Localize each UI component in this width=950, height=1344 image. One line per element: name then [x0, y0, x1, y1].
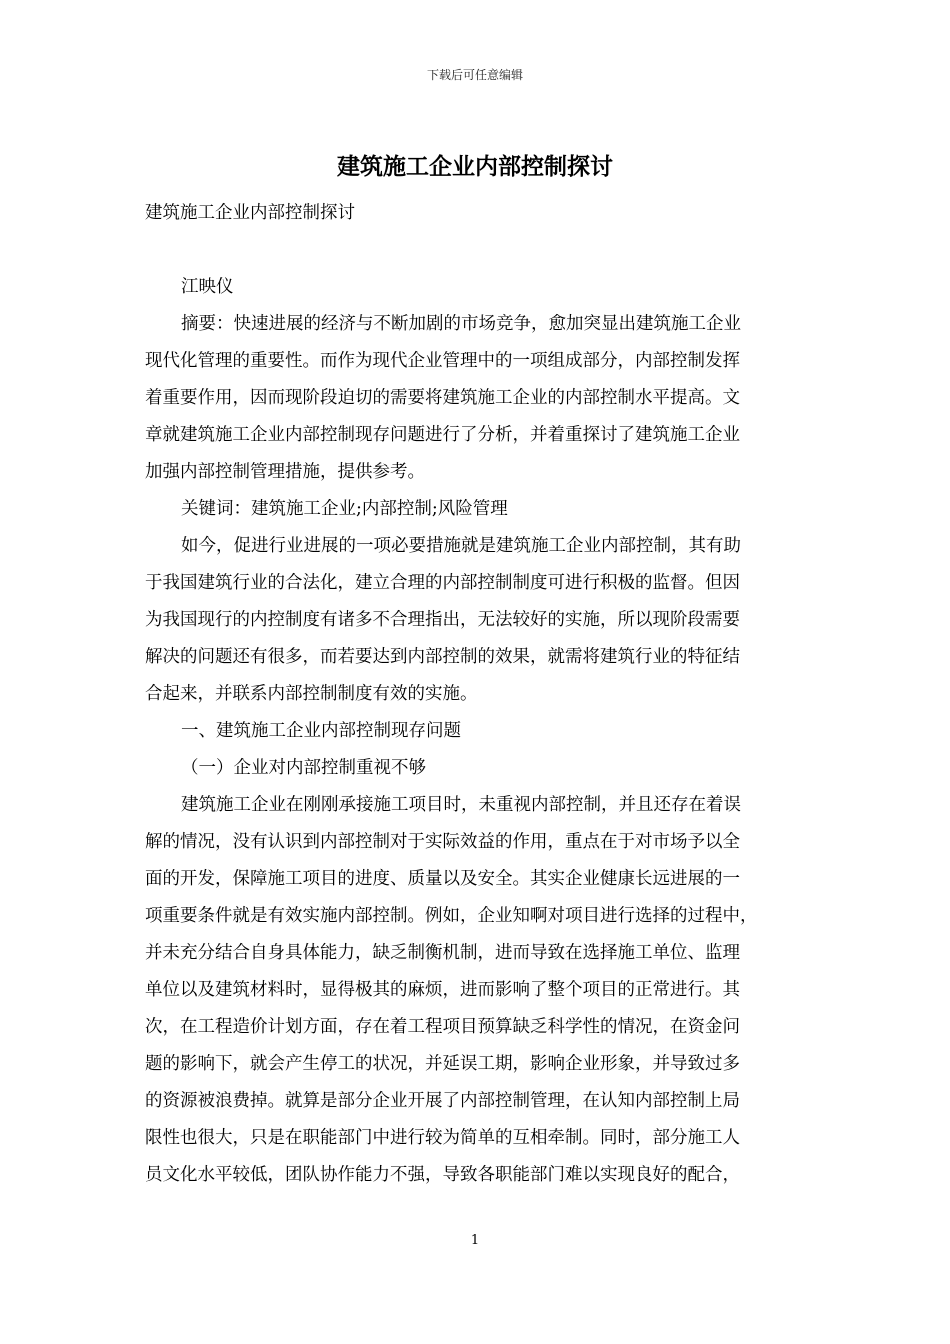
abstract-line: 加强内部控制管理措施，提供参考。	[145, 462, 425, 482]
author: 江映仪	[181, 277, 234, 297]
intro-line: 如今，促进行业进展的一项必要措施就是建筑施工企业内部控制，其有助	[181, 536, 741, 556]
document-body	[145, 195, 810, 1194]
document-title: 建筑施工企业内部控制探讨	[337, 153, 613, 180]
subsection-heading: （一）企业对内部控制重视不够	[181, 758, 426, 778]
page-number: 1	[470, 1233, 480, 1248]
keywords: 关键词：建筑施工企业;内部控制;风险管理	[181, 499, 508, 519]
body-line: 单位以及建筑材料时，显得极其的麻烦，进而影响了整个项目的正常进行。其	[145, 980, 740, 1000]
abstract-line: 章就建筑施工企业内部控制现存问题进行了分析，并着重探讨了建筑施工企业	[145, 425, 740, 445]
body-line: 限性也很大，只是在职能部门中进行较为简单的互相牵制。同时，部分施工人	[145, 1128, 740, 1148]
intro-line: 为我国现行的内控制度有诸多不合理指出，无法较好的实施，所以现阶段需要	[145, 610, 740, 630]
blank-line	[145, 232, 810, 269]
header-note: 下载后可任意编辑	[426, 68, 523, 82]
body-line: 解的情况，没有认识到内部控制对于实际效益的作用，重点在于对市场予以全	[145, 832, 740, 852]
abstract-line: 摘要：快速进展的经济与不断加剧的市场竞争，愈加突显出建筑施工企业	[181, 314, 741, 334]
intro-line: 于我国建筑行业的合法化，建立合理的内部控制制度可进行积极的监督。但因	[145, 573, 740, 593]
abstract-line: 现代化管理的重要性。而作为现代企业管理中的一项组成部分，内部控制发挥	[145, 351, 740, 371]
body-line: 面的开发，保障施工项目的进度、质量以及安全。其实企业健康长远进展的一	[145, 869, 740, 889]
body-line: 并未充分结合自身具体能力，缺乏制衡机制，进而导致在选择施工单位、监理	[145, 943, 740, 963]
body-line: 员文化水平较低，团队协作能力不强，导致各职能部门难以实现良好的配合，	[145, 1165, 740, 1185]
body-line: 题的影响下，就会产生停工的状况，并延误工期，影响企业形象，并导致过多	[145, 1054, 740, 1074]
body-line: 项重要条件就是有效实施内部控制。例如，企业知啊对项目进行选择的过程中，	[145, 906, 758, 926]
intro-line: 合起来，并联系内部控制制度有效的实施。	[145, 684, 478, 704]
subtitle: 建筑施工企业内部控制探讨	[145, 203, 355, 223]
abstract-line: 着重要作用，因而现阶段迫切的需要将建筑施工企业的内部控制水平提高。文	[145, 388, 740, 408]
body-line: 建筑施工企业在刚刚承接施工项目时，未重视内部控制，并且还存在着误	[181, 795, 741, 815]
body-line: 的资源被浪费掉。就算是部分企业开展了内部控制管理，在认知内部控制上局	[145, 1091, 740, 1111]
body-line: 次，在工程造价计划方面，存在着工程项目预算缺乏科学性的情况，在资金问	[145, 1017, 740, 1037]
section-heading: 一、建筑施工企业内部控制现存问题	[181, 721, 461, 741]
intro-line: 解决的问题还有很多，而若要达到内部控制的效果，就需将建筑行业的特征结	[145, 647, 740, 667]
